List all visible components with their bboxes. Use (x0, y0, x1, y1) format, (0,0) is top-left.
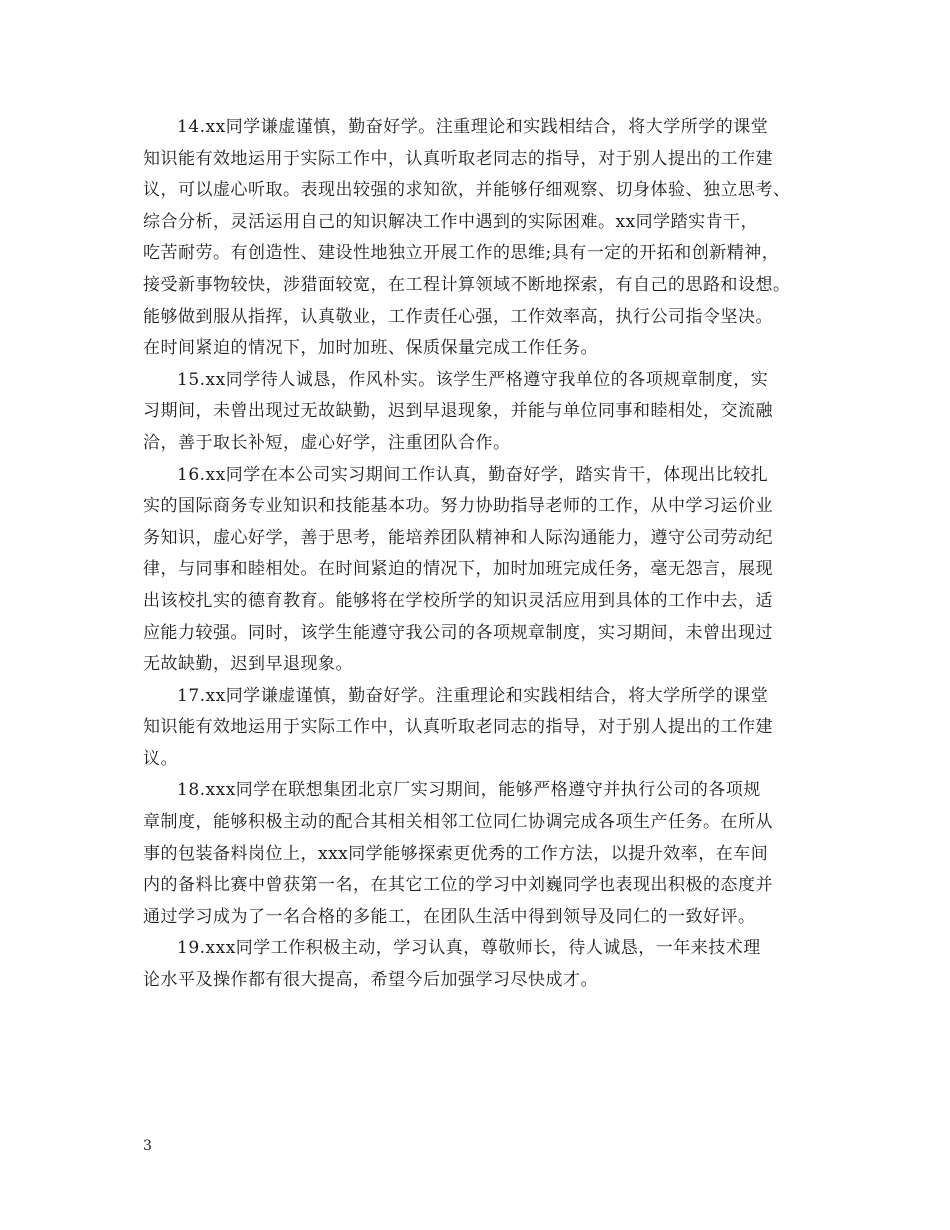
text-line: 论水平及操作都有很大提高，希望今后加强学习尽快成才。 (143, 970, 598, 991)
paragraph-14 (143, 112, 823, 365)
text-line: 事的包装备料岗位上，xxx同学能够探索更优秀的工作方法，以提升效率，在车间 (143, 843, 769, 864)
text-line: 18.xxx同学在联想集团北京厂实习期间，能够严格遵守并执行公司的各项规 (177, 780, 761, 801)
text-line: 接受新事物较快，涉猎面较宽，在工程计算领域不断地探索，有自己的思路和设想。 (143, 274, 791, 295)
text-line: 习期间，未曾出现过无故缺勤，迟到早退现象，并能与单位同事和睦相处，交流融 (143, 401, 773, 422)
text-line: 议，可以虚心听取。表现出较强的求知欲，并能够仔细观察、切身体验、独立思考、 (143, 180, 791, 201)
page-number: 3 (143, 1138, 152, 1154)
text-line: 知识能有效地运用于实际工作中，认真听取老同志的指导，对于别人提出的工作建 (143, 717, 773, 738)
paragraph-15 (143, 365, 823, 460)
paragraph-19 (143, 933, 823, 996)
paragraph-17 (143, 681, 823, 776)
text-line: 无故缺勤，迟到早退现象。 (143, 654, 353, 675)
text-line: 14.xx同学谦虚谨慎，勤奋好学。注重理论和实践相结合，将大学所学的课堂 (177, 117, 769, 137)
text-line: 能够做到服从指挥，认真敬业，工作责任心强，工作效率高，执行公司指令坚决。 (143, 306, 773, 327)
text-line: 洽，善于取长补短，虚心好学，注重团队合作。 (143, 432, 511, 453)
text-line: 务知识，虚心好学，善于思考，能培养团队精神和人际沟通能力，遵守公司劳动纪 (143, 527, 773, 548)
document-body (143, 112, 823, 997)
text-line: 吃苦耐劳。有创造性、建设性地独立开展工作的思维;具有一定的开拓和创新精神， (143, 243, 780, 264)
text-line: 19.xxx同学工作积极主动，学习认真，尊敬师长，待人诚恳，一年来技术理 (177, 938, 761, 959)
text-line: 知识能有效地运用于实际工作中，认真听取老同志的指导，对于别人提出的工作建 (143, 148, 773, 169)
text-line: 在时间紧迫的情况下，加时加班、保质保量完成工作任务。 (143, 338, 598, 359)
text-line: 议。 (143, 748, 178, 769)
text-line: 15.xx同学待人诚恳，作风朴实。该学生严格遵守我单位的各项规章制度，实 (177, 369, 769, 390)
text-line: 实的国际商务专业知识和技能基本功。努力协助指导老师的工作，从中学习运价业 (143, 496, 773, 517)
text-line: 内的备料比赛中曾获第一名，在其它工位的学习中刘巍同学也表现出积极的态度并 (143, 875, 773, 896)
text-line: 17.xx同学谦虚谨慎，勤奋好学。注重理论和实践相结合，将大学所学的课堂 (177, 685, 769, 706)
paragraph-18 (143, 775, 823, 933)
paragraph-16 (143, 460, 823, 681)
text-line: 出该校扎实的德育教育。能够将在学校所学的知识灵活应用到具体的工作中去，适 (143, 590, 773, 611)
text-line: 律，与同事和睦相处。在时间紧迫的情况下，加时加班完成任务，毫无怨言，展现 (143, 559, 773, 580)
text-line: 16.xx同学在本公司实习期间工作认真，勤奋好学，踏实肯干，体现出比较扎 (177, 464, 769, 485)
text-line: 应能力较强。同时，该学生能遵守我公司的各项规章制度，实习期间，未曾出现过 (143, 622, 773, 643)
text-line: 通过学习成为了一名合格的多能工，在团队生活中得到领导及同仁的一致好评。 (143, 906, 756, 927)
text-line: 章制度，能够积极主动的配合其相关相邻工位同仁协调完成各项生产任务。在所从 (143, 812, 773, 833)
text-line: 综合分析，灵活运用自己的知识解决工作中遇到的实际困难。xx同学踏实肯干， (143, 211, 759, 232)
